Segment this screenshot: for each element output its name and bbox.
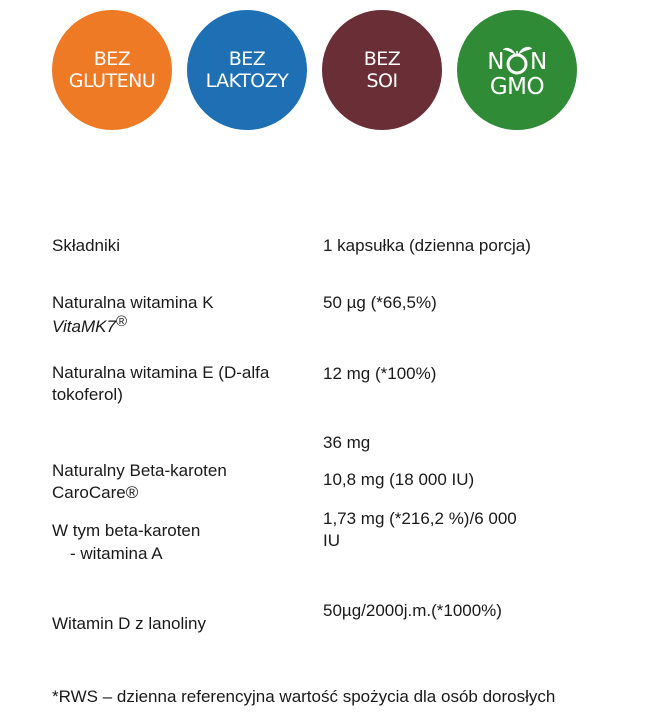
registered-mark: ® (115, 313, 128, 330)
beta-carotene-value: 10,8 mg (18 000 IU) (323, 470, 475, 489)
vitamin-e-name-line-1: Naturalna witamina E (D-alfa (52, 363, 270, 382)
rws-footnote: *RWS – dzienna referencyjna wartość spożycia dla osób dorosłych (52, 687, 556, 706)
vitamin-a-name-line-2: - witamina A (70, 544, 163, 563)
badge-line-2: GLUTENU (68, 70, 156, 92)
badge-line-1: BEZ (228, 48, 266, 70)
header-portion-label: 1 kapsułka (dzienna porcja) (323, 236, 531, 255)
badge-letter-n: N (530, 49, 547, 75)
vitamin-a-name-line-1: W tym beta-karoten (52, 521, 201, 540)
vitamin-d-name: Witamin D z lanoliny (52, 614, 206, 633)
header-ingredients-label: Składniki (52, 236, 121, 255)
beta-carotene-name-line-2: CaroCare® (52, 483, 139, 502)
badge-line-2: LAKTOZY (205, 70, 289, 92)
beta-carotene-name-line-1: Naturalny Beta-karoten (52, 461, 227, 480)
vitamin-e-value: 12 mg (*100%) (323, 364, 437, 383)
vitamin-k-brand-line (52, 313, 128, 338)
vitamin-k-brand: VitaMK7 (52, 317, 116, 336)
vitamin-e-name-line-2: tokoferol) (52, 385, 123, 404)
vitamin-k-name: Naturalna witamina K (52, 293, 214, 312)
beta-carotene-total-value: 36 mg (323, 433, 371, 452)
badge-line-2: GMO (489, 74, 545, 100)
vitamin-d-value: 50µg/2000j.m.(*1000%) (323, 601, 502, 620)
vitamin-k-value: 50 µg (*66,5%) (323, 293, 437, 312)
vitamin-a-value-line-2: IU (323, 531, 340, 550)
badge-line-1: BEZ (363, 48, 401, 70)
badge-line-1: BEZ (93, 48, 131, 70)
vitamin-a-value-line-1: 1,73 mg (*216,2 %)/6 000 (323, 509, 517, 528)
badge-line-2: SOI (366, 70, 398, 92)
badge-letter-n: N (487, 49, 504, 75)
